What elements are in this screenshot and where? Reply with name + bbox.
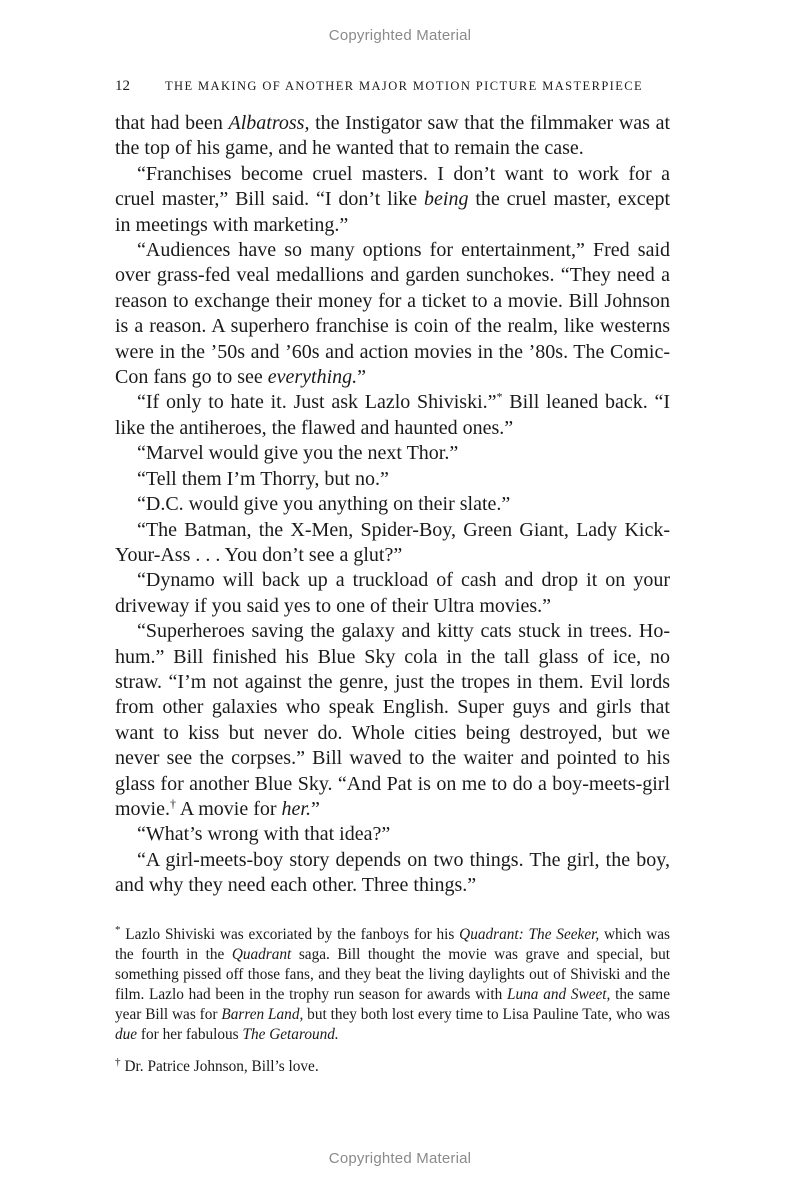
running-head-title: THE MAKING OF ANOTHER MAJOR MOTION PICTURE MASTERPIECE [165, 79, 644, 93]
copyright-watermark-bottom: Copyrighted Material [328, 1150, 472, 1167]
text-span: “Audiences have so many options for entertainment,” Fred said over grass-fed veal medallions and garden sunchokes. “They need a reason to exchange their money for a ticket to a movie. Bill Johnson is a reason. A superhero franchise is coin of the realm, like westerns were in the ’50s and ’60s and action movies in the ’80s. The Comic-Con fans go to see [115, 239, 670, 389]
text-span: Dr. Patrice Johnson, Bill’s love. [124, 1058, 319, 1075]
italic-text: Albatross, [228, 112, 310, 134]
text-span: “Superheroes saving the galaxy and kitty cats stuck in trees. Ho-hum.” Bill finished his Blue Sky cola in the tall glass of ice, no straw. “I’m not against the genre, just the tropes in them. Evil lords from other galaxies who speak English. Super guys and girls that want to kiss but never do. Whole cities being destroyed, but we never see the corpses.” Bill waved to the waiter and pointed to his glass for another Blue Sky. “And Pat is on me to do a boy-meets-girl movie. [115, 620, 670, 820]
text-span: A movie for [176, 797, 282, 820]
text-span: ” [357, 366, 367, 389]
text-span: but they both lost every time to Lisa Pauline Tate, who was [303, 1006, 670, 1023]
text-span: the cruel master, except in meetings with marketing.” [115, 188, 671, 236]
text-span: “If only to hate it. Just ask Lazlo Shiviski.” [137, 391, 497, 414]
text-span: saga. Bill thought the movie was grave and special, but something pissed off those fans, and they beat the living daylights out of Shiviski and the film. Lazlo had been in the trophy run season for awards with [115, 946, 670, 1003]
paragraph [115, 390, 670, 441]
italic-text: Quadrant [231, 946, 292, 963]
text-span: that had been [115, 112, 229, 134]
text-span: the Instigator saw that the filmmaker was at the top of his game, and he wanted that to remain the case. [115, 112, 670, 160]
italic-text: due [115, 1026, 138, 1043]
text-span: Bill leaned back. “I like the antiheroes, the flawed and haunted ones.” [115, 391, 670, 439]
paragraph: “Dynamo will back up a truckload of cash and drop it on your driveway if you said yes to one of their Ultra movies.” [115, 569, 670, 617]
paragraph: “What’s wrong with that idea?” [137, 823, 391, 846]
running-head [115, 78, 675, 95]
paragraph [115, 111, 670, 162]
page-number: 12 [115, 78, 130, 94]
italic-text: Quadrant: The Seeker, [459, 926, 600, 943]
footnote-mark: * [115, 923, 121, 936]
footnotes [115, 925, 670, 1089]
italic-text: The Getaround. [242, 1026, 339, 1043]
text-span: for her fabulous [137, 1026, 243, 1043]
italic-text: being [424, 188, 469, 211]
text-span: the same year Bill was for [115, 986, 670, 1023]
italic-text: everything. [267, 366, 358, 389]
text-span: ” [311, 797, 320, 820]
paragraph: “D.C. would give you anything on their slate.” [137, 493, 511, 516]
footnote-ref[interactable]: † [170, 796, 176, 811]
copyright-watermark-top: Copyrighted Material [328, 27, 472, 44]
paragraph: “Marvel would give you the next Thor.” [137, 442, 459, 465]
footnote-ref[interactable]: * [496, 389, 503, 404]
paragraph: “Tell them I’m Thorry, but no.” [137, 467, 389, 490]
italic-text: her. [281, 797, 311, 820]
paragraph [115, 238, 670, 390]
italic-text: Barren Land, [221, 1006, 304, 1023]
text-span: which was the fourth in the [115, 926, 670, 963]
italic-text: Luna and Sweet, [507, 986, 611, 1003]
paragraph: “The Batman, the X-Men, Spider-Boy, Green Giant, Lady Kick-Your-Ass . . . You don’t see a glut?” [115, 518, 670, 566]
paragraph [115, 162, 670, 238]
footnote [115, 1057, 670, 1077]
text-span: “Franchises become cruel masters. I don’t want to work for a cruel master,” Bill said. “I don’t like [115, 162, 670, 211]
paragraph [115, 619, 670, 822]
paragraph: “A girl-meets-boy story depends on two things. The girl, the boy, and why they need each other. Three things.” [115, 848, 670, 897]
footnote-mark: † [115, 1055, 121, 1068]
body-text [115, 111, 670, 899]
text-span: Lazlo Shiviski was excoriated by the fanboys for his [120, 926, 460, 943]
footnote [115, 925, 670, 1045]
